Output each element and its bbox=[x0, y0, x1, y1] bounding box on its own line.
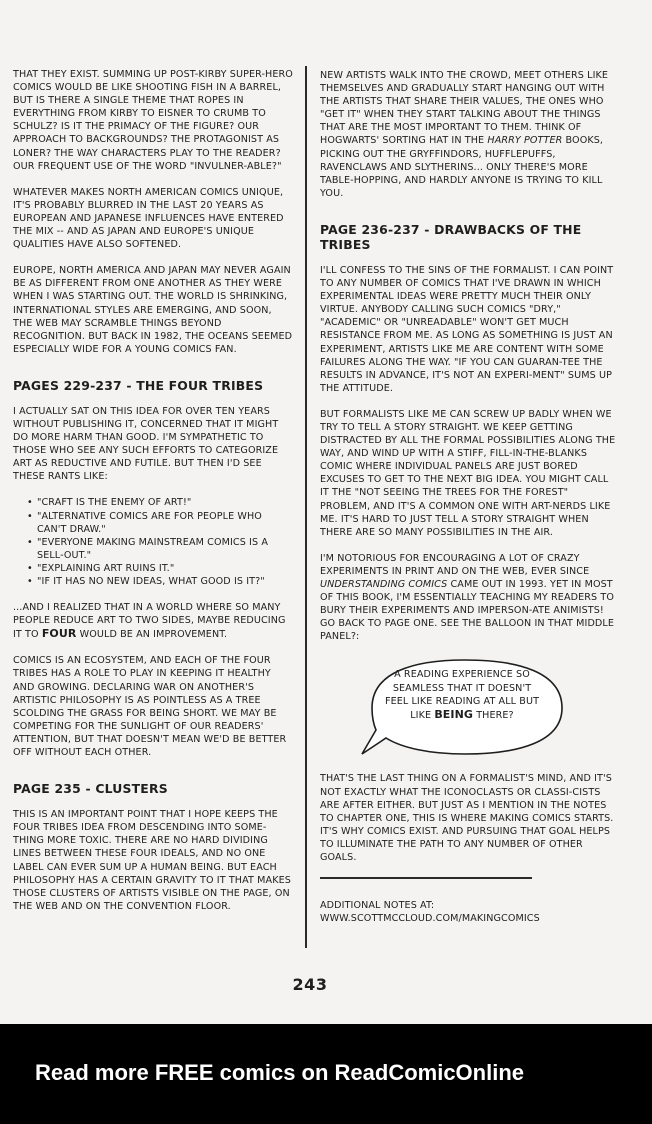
notes-rule bbox=[320, 877, 532, 879]
intro-paragraph: WHATEVER MAKES NORTH AMERICAN COMICS UNIQUE, IT'S PROBABLY BLURRED IN THE LAST 20 YEARS AS EUROPEAN AND JAPANESE INFLUENCES HAVE ENTERED THE MIX -- AND AS JAPAN AND EUROPE'S UNIQUE QUALITIES HAVE ALSO SOFTENED. bbox=[13, 186, 284, 251]
right-column bbox=[320, 69, 620, 925]
rant-item: • "ALTERNATIVE COMICS ARE FOR PEOPLE WHO CAN'T DRAW." bbox=[27, 510, 294, 536]
emphasis-four: FOUR bbox=[41, 627, 77, 641]
notes-label: ADDITIONAL NOTES AT: bbox=[320, 899, 435, 911]
four-tribes-heading: PAGES 229-237 - THE FOUR TRIBES bbox=[13, 377, 264, 393]
four-tribes-paragraph: COMICS IS AN ECOSYSTEM, AND EACH OF THE FOUR TRIBES HAS A ROLE TO PLAY IN KEEPING IT HEALTHY AND GROWING. DECLARING WAR ON ANOTHER'S ARTISTIC PHILOSOPHY IS AS POINTLESS AS A TREE SCOLDING THE GRASS FOR BEING SHORT. WE MAY BE COMPETING FOR THE SUNLIGHT OF OUR READERS' ATTENTION, BUT THAT DOESN'T MEAN WE'D BE BETTER OFF WITHOUT EACH OTHER. bbox=[13, 655, 287, 759]
four-tribes-paragraph: I ACTUALLY SAT ON THIS IDEA FOR OVER TEN YEARS WITHOUT PUBLISHING IT, CONCERNED THAT IT MIGHT DO MORE HARM THAN GOOD. I'M SYMPATHETIC TO THOSE WHO SEE ANY SUCH EFFORTS TO CATEGORIZE ART AS REDUCTIVE AND FUTILE. BUT THEN I'D SEE THESE RANTS LIKE: bbox=[13, 405, 279, 483]
intro-paragraph: THAT THEY EXIST. SUMMING UP POST-KIRBY SUPER-HERO COMICS WOULD BE LIKE SHOOTING FISH IN A BARREL, BUT IS THERE A SINGLE THEME THAT ROPES IN EVERYTHING FROM KIRBY TO EISNER TO CRUMB TO SCHULZ? IS IT THE PRIMACY OF THE FIGURE? OUR APPROACH TO BACKGROUNDS? THE PROTAGONIST AS LONER? THE WAY CHARACTERS PLAY TO THE READER? OUR FREQUENT USE OF THE WORD "INVULNER-ABLE?" bbox=[13, 69, 293, 172]
clusters-heading: PAGE 235 - CLUSTERS bbox=[13, 781, 168, 797]
text-run: A READING EXPERIENCE SO SEAMLESS THAT IT DOESN'T FEEL LIKE READING AT ALL BUT LIKE bbox=[384, 669, 540, 722]
rant-item: • "EXPLAINING ART RUINS IT." bbox=[27, 562, 294, 575]
column-divider bbox=[305, 66, 307, 948]
text-run: THERE? bbox=[473, 710, 514, 722]
drawbacks-paragraph: I'LL CONFESS TO THE SINS OF THE FORMALIST. I CAN POINT TO ANY NUMBER OF COMICS THAT I'VE DRAWN IN WHICH EXPERIMENTAL IDEAS WERE PRETTY MUCH THEIR ONLY VIRTUE. ANYBODY CALLING SUCH COMICS "DRY," "ACADEMIC" OR "UNREADABLE" WON'T GET MUCH RESISTANCE FROM ME. AS LONG AS SOMETHING IS JUST AN EXPERIMENT, ARTISTS LIKE ME ARE CONTENT WITH SOME FAILURES ALONG THE WAY. "IF YOU CAN GUARAN-TEE THE RESULTS IN ADVANCE, IT'S NOT AN EXPERI-MENT" SUMS UP THE ATTITUDE. bbox=[320, 264, 614, 394]
rants-list bbox=[13, 496, 294, 588]
book-title-understanding-comics: UNDERSTANDING COMICS bbox=[320, 579, 448, 590]
text-run: NEW ARTISTS WALK INTO THE CROWD, MEET OTHERS LIKE THEMSELVES AND GRADUALLY START HANGING OUT WITH THE ARTISTS THAT SHARE THEIR VALUES, THE ONES WHO "GET IT" WHEN THEY START TALKING ABOUT THE THINGS THAT ARE THE MOST IMPORTANT TO THEM. THINK OF HOGWARTS' SORTING HAT IN THE bbox=[320, 70, 609, 147]
drawbacks-paragraph: BUT FORMALISTS LIKE ME CAN SCREW UP BADLY WHEN WE TRY TO TELL A STORY STRAIGHT. WE KEEP GETTING DISTRACTED BY ALL THE FORMAL POSSIBILITIES ALONG THE WAY, AND WIND UP WITH A STIFF, FILL-IN-THE-BLANKS COMIC WHERE INDIVIDUAL PANELS ARE JUST BORED EXCUSES TO GET TO THE NEXT BIG IDEA. YOU MIGHT CALL IT THE "NOT SEEING THE TREES FOR THE FOREST" PROBLEM, AND IT'S A COMMON ONE WITH ART-NERDS LIKE ME. IT'S HARD TO JUST TELL A STORY STRAIGHT WHEN THERE ARE SO MANY POSSIBILITIES IN THE AIR. bbox=[320, 408, 616, 538]
text-run: BOOKS, PICKING OUT THE GRYFFINDORS, HUFFLEPUFFS, RAVENCLAWS AND SLYTHERINS... ONLY THERE'S MORE TABLE-HOPPING, AND HARDLY ANYONE IS TRYING TO KILL YOU. bbox=[320, 135, 604, 199]
speech-balloon bbox=[320, 656, 620, 758]
left-column bbox=[13, 68, 294, 926]
drawbacks-paragraph bbox=[320, 552, 620, 644]
drawbacks-heading: PAGE 236-237 - DRAWBACKS OF THE TRIBES bbox=[320, 221, 582, 252]
closing-paragraph: THAT'S THE LAST THING ON A FORMALIST'S MIND, AND IT'S NOT EXACTLY WHAT THE ICONOCLASTS OR CLASSI-CISTS ARE AFTER EITHER. BUT JUST AS I MENTION IN THE NOTES TO CHAPTER ONE, THIS IS WHERE MAKING COMICS STARTS. IT'S WHY COMICS EXIST. AND PURSUING THAT GOAL HELPS TO ILLUMINATE THE PATH TO ANY NUMBER OF OTHER GOALS. bbox=[320, 773, 614, 864]
promo-banner[interactable] bbox=[0, 1024, 652, 1124]
emphasis-being: BEING bbox=[434, 708, 474, 722]
book-title-harry-potter: HARRY POTTER bbox=[487, 135, 563, 147]
text-run: WOULD BE AN IMPROVEMENT. bbox=[76, 629, 228, 641]
banner-text[interactable]: Read more FREE comics on ReadComicOnline bbox=[35, 1060, 525, 1085]
text-run: CAME OUT IN 1993. YET IN MOST OF THIS BOOK, I'M ESSENTIALLY TEACHING MY READERS TO BURY THEIR EXPERIMENTS AND IMPERSON-ATE ANIMISTS! GO BACK TO PAGE ONE. SEE THE BALLOON IN THAT MIDDLE PANEL?: bbox=[320, 579, 615, 643]
balloon-text bbox=[382, 668, 542, 722]
additional-notes bbox=[320, 899, 620, 925]
intro-paragraph: EUROPE, NORTH AMERICA AND JAPAN MAY NEVER AGAIN BE AS DIFFERENT FROM ONE ANOTHER AS THEY WERE WHEN I WAS STARTING OUT. THE WORLD IS SHRINKING, INTERNATIONAL STYLES ARE EMERGING, AND SOON, THE WEB MAY SCRAMBLE THINGS BEYOND RECOGNITION. BUT BACK IN 1982, THE OCEANS SEEMED ESPECIALLY WIDE FOR A YOUNG COMICS FAN. bbox=[13, 265, 293, 355]
four-tribes-paragraph bbox=[13, 601, 294, 641]
text-run: I'M NOTORIOUS FOR ENCOURAGING A LOT OF CRAZY EXPERIMENTS IN PRINT AND ON THE WEB, EVER SINCE bbox=[320, 552, 590, 577]
text-run: ...AND I REALIZED THAT IN A WORLD WHERE SO MANY PEOPLE REDUCE ART TO TWO SIDES, MAYBE REDUCING IT TO bbox=[13, 602, 286, 641]
sorting-hat-paragraph bbox=[320, 69, 620, 200]
rant-item: • "EVERYONE MAKING MAINSTREAM COMICS IS A SELL-OUT." bbox=[27, 536, 294, 562]
rant-item: • "CRAFT IS THE ENEMY OF ART!" bbox=[27, 496, 294, 509]
notes-url: WWW.SCOTTMCCLOUD.COM/MAKINGCOMICS bbox=[320, 912, 540, 924]
rant-item: • "IF IT HAS NO NEW IDEAS, WHAT GOOD IS IT?" bbox=[27, 575, 294, 588]
page-number: 243 bbox=[292, 975, 328, 994]
clusters-paragraph: THIS IS AN IMPORTANT POINT THAT I HOPE KEEPS THE FOUR TRIBES IDEA FROM DESCENDING INTO SOME-THING MORE TOXIC. THERE ARE NO HARD DIVIDING LINES BETWEEN THESE FOUR IDEALS, AND NO ONE LABEL CAN EVER SUM UP A HUMAN BEING. BUT EACH PHILOSOPHY HAS A CERTAIN GRAVITY TO IT THAT MAKES THOSE CLUSTERS OF ARTISTS VISIBLE ON THE PAGE, ON THE WEB AND ON THE CONVENTION FLOOR. bbox=[13, 809, 291, 912]
